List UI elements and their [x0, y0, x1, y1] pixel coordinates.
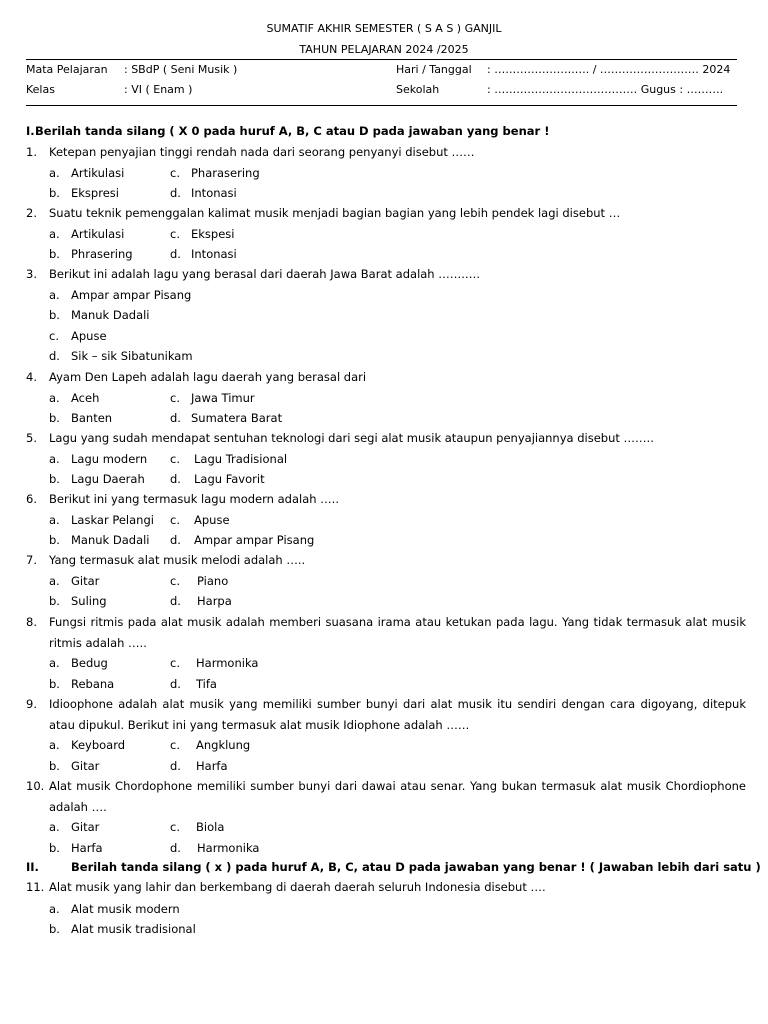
option-text: Alat musik modern [71, 902, 180, 916]
option-text: Harmonika [196, 656, 259, 670]
question-10-text: Alat musik Chordophone memiliki sumber bunyi dari dawai atau senar. Yang bukan termasuk alat musik Chordiophone adalah …. [49, 779, 746, 814]
question-1-number: 1. [26, 145, 37, 159]
option-letter: d. [170, 840, 181, 855]
option-letter: a. [49, 165, 60, 180]
option-letter: c. [170, 390, 180, 405]
option-text: Ekspesi [191, 226, 235, 241]
question-7-text: Yang termasuk alat musik melodi adalah ….. [49, 553, 306, 567]
section-1-number: I. [26, 124, 35, 138]
option-text: Artikulasi [71, 165, 125, 180]
option-letter: a. [49, 390, 60, 405]
exam-title: SUMATIF AKHIR SEMESTER ( S A S ) GANJIL [266, 22, 502, 35]
option-text: Keyboard [71, 738, 126, 752]
question-7-number: 7. [26, 553, 37, 567]
option-letter: d. [170, 676, 181, 691]
option-text: Bedug [71, 656, 108, 670]
question-2-number: 2. [26, 206, 37, 220]
option-letter: b. [49, 594, 60, 608]
option-text: Harpa [197, 594, 232, 608]
option-text: Gitar [71, 758, 100, 773]
option-letter: b. [49, 472, 60, 486]
question-3-text: Berikut ini adalah lagu yang berasal dari daerah Jawa Barat adalah …….…. [49, 267, 481, 281]
option-letter: c. [170, 738, 180, 752]
option-text: Biola [196, 820, 225, 834]
option-text: Lagu Favorit [194, 472, 265, 486]
option-text: Sumatera Barat [191, 411, 283, 425]
option-text: Phrasering [71, 247, 133, 261]
option-letter: d. [170, 758, 181, 773]
option-text: Manuk Dadali [71, 308, 150, 322]
option-text: Intonasi [191, 186, 237, 200]
question-11-number: 11. [26, 880, 45, 894]
option-text: Sik – sik Sibatunikam [71, 349, 193, 363]
option-text: Gitar [71, 820, 100, 834]
question-5-text: Lagu yang sudah mendapat sentuhan teknologi dari segi alat musik ataupun penyajiannya disebut …….. [49, 431, 654, 445]
option-letter: b. [49, 922, 60, 936]
option-letter: c. [170, 656, 180, 670]
option-text: Lagu modern [71, 451, 148, 466]
option-letter: a. [49, 902, 60, 916]
option-letter: b. [49, 676, 60, 691]
option-letter: a. [49, 820, 60, 834]
option-text: Lagu Daerah [71, 472, 145, 486]
section-2-number: II. [26, 860, 39, 874]
option-text: Laskar Pelangi [71, 512, 154, 527]
option-text: Piano [197, 573, 229, 588]
question-4-text: Ayam Den Lapeh adalah lagu daerah yang berasal dari [49, 370, 367, 384]
option-letter: a. [49, 512, 60, 527]
option-letter: a. [49, 573, 60, 588]
class-value: : VI ( Enam ) [124, 83, 193, 96]
subject-value: : SBdP ( Seni Musik ) [124, 63, 238, 76]
option-letter: a. [49, 738, 60, 752]
option-letter: b. [49, 840, 60, 855]
question-1-text: Ketepan penyajian tinggi rendah nada dari seorang penyanyi disebut …… [49, 145, 475, 159]
option-text: Lagu Tradisional [194, 451, 288, 466]
question-9-text: Idioophone adalah alat musik yang memiliki sumber bunyi dari alat musik itu sendiri dengan cara digoyang, ditepuk atau dipukul. Berikut ini yang termasuk alat musik Idiophone adalah …… [49, 697, 746, 732]
option-letter: b. [49, 758, 60, 773]
option-letter: d. [170, 594, 181, 608]
option-text: Ampar ampar Pisang [194, 533, 315, 547]
option-text: Apuse [194, 512, 230, 527]
option-text: Intonasi [191, 247, 237, 261]
option-letter: b. [49, 533, 60, 547]
option-letter: c. [170, 226, 180, 241]
question-8-text: Fungsi ritmis pada alat musik adalah memberi suasana irama atau ketukan pada lagu. Yang tidak termasuk alat musik ritmis adalah ….. [49, 615, 746, 650]
option-text: Alat musik tradisional [71, 922, 196, 936]
option-letter: a. [49, 451, 60, 466]
question-3-number: 3. [26, 267, 37, 281]
question-11-text: Alat musik yang lahir dan berkembang di daerah daerah seluruh Indonesia disebut …. [49, 880, 546, 894]
option-letter: b. [49, 308, 60, 322]
option-letter: d. [170, 411, 181, 425]
option-letter: b. [49, 411, 60, 425]
option-text: Tifa [196, 676, 217, 691]
option-letter: c. [170, 451, 180, 466]
option-letter: a. [49, 226, 60, 241]
option-letter: b. [49, 186, 60, 200]
question-6-text: Berikut ini yang termasuk lagu modern adalah ….. [49, 492, 339, 506]
section-1-instruction: Berilah tanda silang ( X 0 pada huruf A, B, C atau D pada jawaban yang benar ! [35, 124, 550, 138]
academic-year: TAHUN PELAJARAN 2024 /2025 [299, 43, 469, 56]
option-text: Harmonika [197, 840, 260, 855]
option-text: Angklung [196, 738, 251, 752]
school-value: : ………………………………… Gugus : ………. [487, 83, 724, 96]
option-text: Harfa [196, 758, 228, 773]
option-text: Ampar ampar Pisang [71, 287, 192, 302]
option-letter: c. [170, 573, 180, 588]
option-letter: d. [170, 186, 181, 200]
option-letter: c. [170, 820, 180, 834]
option-text: Gitar [71, 573, 100, 588]
question-10-number: 10. [26, 779, 45, 793]
option-text: Rebana [71, 676, 115, 691]
option-letter: c. [49, 328, 59, 343]
class-label: Kelas [26, 83, 55, 96]
option-text: Jawa Timur [191, 390, 255, 405]
question-8-number: 8. [26, 615, 37, 629]
option-text: Harfa [71, 840, 103, 855]
subject-label: Mata Pelajaran [26, 63, 108, 76]
question-5-number: 5. [26, 431, 37, 445]
divider-top [26, 59, 737, 60]
option-text: Aceh [71, 390, 100, 405]
option-text: Suling [71, 594, 107, 608]
question-6-number: 6. [26, 492, 37, 506]
question-9-number: 9. [26, 697, 37, 711]
option-letter: d. [170, 533, 181, 547]
option-text: Pharasering [191, 165, 260, 180]
option-letter: b. [49, 247, 60, 261]
option-letter: d. [170, 247, 181, 261]
option-letter: c. [170, 165, 180, 180]
option-text: Banten [71, 411, 113, 425]
day-date-label: Hari / Tanggal [396, 63, 472, 76]
option-letter: a. [49, 656, 60, 670]
option-letter: d. [170, 472, 181, 486]
option-text: Manuk Dadali [71, 533, 150, 547]
option-text: Ekspresi [71, 186, 119, 200]
school-label: Sekolah [396, 83, 440, 96]
option-letter: c. [170, 512, 180, 527]
option-text: Apuse [71, 328, 107, 343]
option-letter: d. [49, 349, 60, 363]
divider-bottom [26, 105, 737, 106]
option-letter: a. [49, 287, 60, 302]
section-2-instruction: Berilah tanda silang ( x ) pada huruf A, B, C, atau D pada jawaban yang benar ! ( Jawaban lebih dari satu ) [71, 860, 761, 874]
day-date-value: : ………………….…. / ……………………… 2024 [487, 63, 731, 76]
question-4-number: 4. [26, 370, 37, 384]
question-2-text: Suatu teknik pemenggalan kalimat musik menjadi bagian bagian yang lebih pendek lagi disebut … [49, 206, 621, 220]
option-text: Artikulasi [71, 226, 125, 241]
